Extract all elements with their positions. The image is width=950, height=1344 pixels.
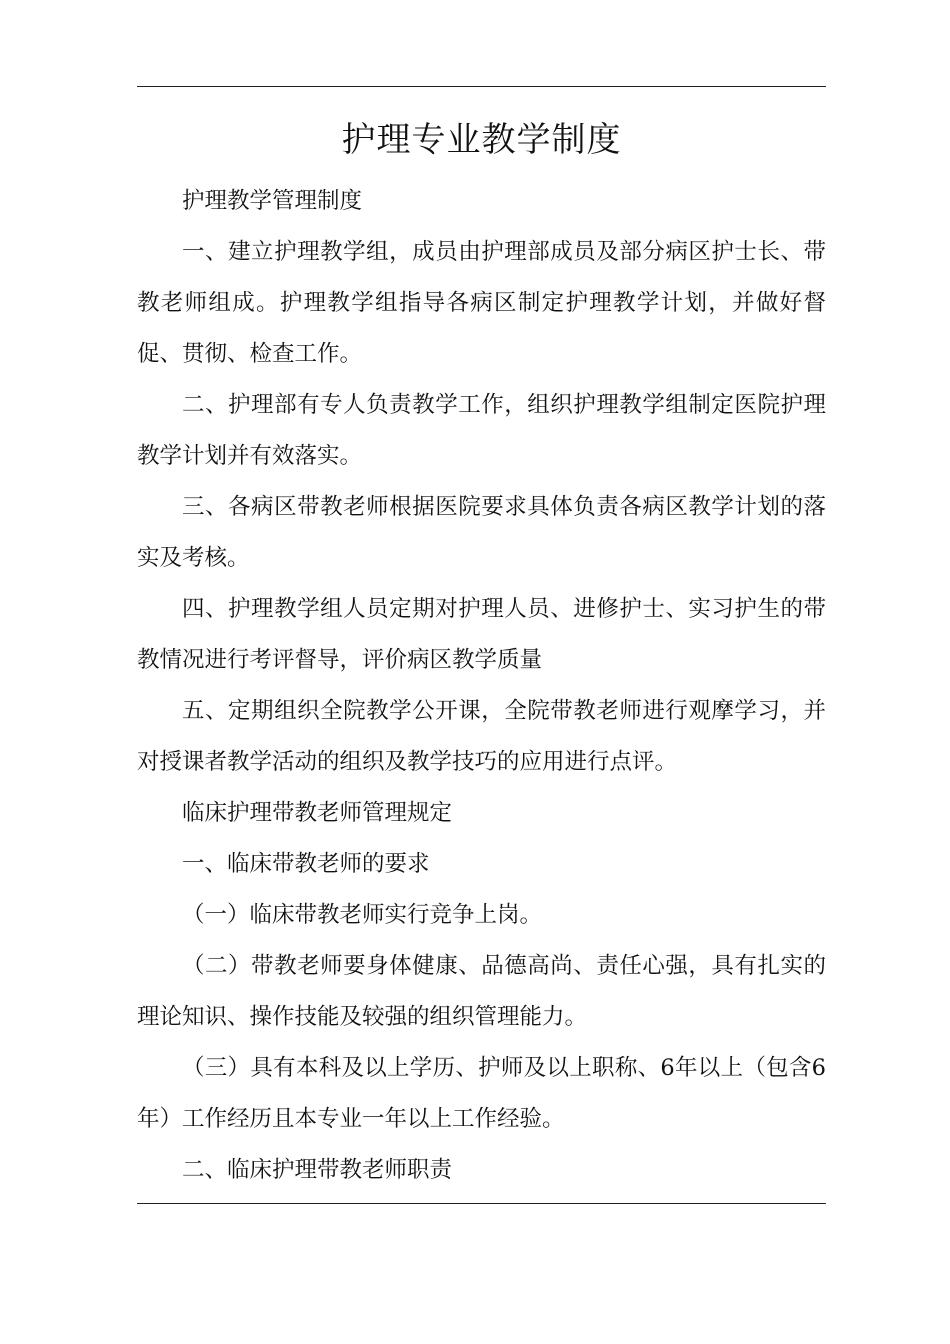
document-body xyxy=(137,176,826,1196)
footer-rule xyxy=(137,1203,826,1204)
paragraph-item-2: 二、护理部有专人负责教学工作，组织护理教学组制定医院护理教学计划并有效落实。 xyxy=(137,392,826,469)
requirement-item-1: （一）临床带教老师实行竞争上岗。 xyxy=(182,902,543,928)
requirement-item-2: （二）带教老师要身体健康、品德高尚、责任心强，具有扎实的理论知识、操作技能及较强的组织管理能力。 xyxy=(137,953,826,1030)
paragraph-item-5: 五、定期组织全院教学公开课，全院带教老师进行观摩学习，并对授课者教学活动的组织及教学技巧的应用进行点评。 xyxy=(137,698,826,775)
paragraph-item-1: 一、建立护理教学组，成员由护理部成员及部分病区护士长、带教老师组成。护理教学组指导各病区制定护理教学计划，并做好督促、贯彻、检查工作。 xyxy=(137,239,826,367)
subsection-heading-duties: 二、临床护理带教老师职责 xyxy=(182,1157,453,1183)
subsection-heading-requirements: 一、临床带教老师的要求 xyxy=(182,851,430,877)
paragraph-item-3: 三、各病区带教老师根据医院要求具体负责各病区教学计划的落实及考核。 xyxy=(137,494,826,571)
paragraph-item-4: 四、护理教学组人员定期对护理人员、进修护士、实习护生的带教情况进行考评督导，评价病区教学质量 xyxy=(137,596,826,673)
header-rule xyxy=(137,86,826,87)
requirement-item-3: （三）具有本科及以上学历、护师及以上职称、6年以上（包含6年）工作经历且本专业一年以上工作经验。 xyxy=(137,1055,826,1132)
document-title: 护理专业教学制度 xyxy=(341,120,622,160)
section-heading-clinical-teacher-rules: 临床护理带教老师管理规定 xyxy=(182,800,453,826)
section-heading-teaching-management: 护理教学管理制度 xyxy=(182,188,363,214)
